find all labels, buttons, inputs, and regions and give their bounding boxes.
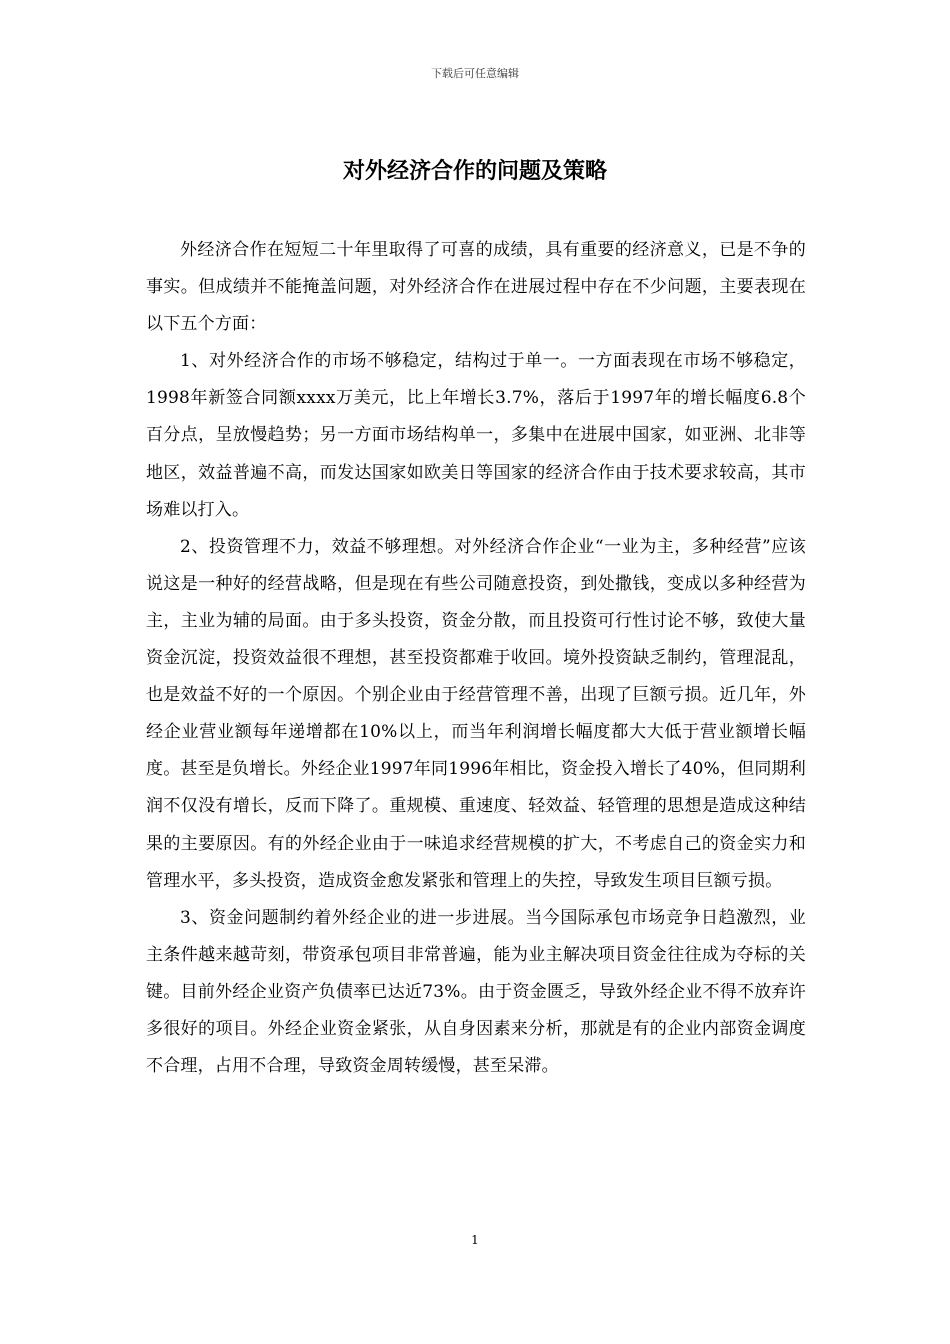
paragraph-1-market: 1、对外经济合作的市场不够稳定，结构过于单一。一方面表现在市场不够稳定，1998年新签合同额xxxx万美元，比上年增长3.7%，落后于1997年的增长幅度6.8个百分点，呈放慢趋势；另一方面市场结构单一，多集中在进展中国家，如亚洲、北非等地区，效益普遍不高，而发达国家如欧美日等国家的经济合作由于技术要求较高，其市场难以打入。 [146,351,806,520]
document-body [146,232,806,1085]
paragraph-2-investment: 2、投资管理不力，效益不够理想。对外经济合作企业“一业为主，多种经营”应该说这是一种好的经营战略，但是现在有些公司随意投资，到处撒钱，变成以多种经营为主，主业为辅的局面。由于多头投资，资金分散，而且投资可行性讨论不够，致使大量资金沉淀，投资效益很不理想，甚至投资都难于收回。境外投资缺乏制约，管理混乱，也是效益不好的一个原因。个别企业由于经营管理不善，出现了巨额亏损。近几年，外经企业营业额每年递增都在10%以上，而当年利润增长幅度都大大低于营业额增长幅度。甚至是负增长。外经企业1997年同1996年相比，资金投入增长了40%，但同期利润不仅没有增长，反而下降了。重规模、重速度、轻效益、轻管理的思想是造成这种结果的主要原因。有的外经企业由于一味追求经营规模的扩大，不考虑自己的资金实力和管理水平，多头投资，造成资金愈发紧张和管理上的失控，导致发生项目巨额亏损。 [146,536,806,891]
paragraph-intro: 外经济合作在短短二十年里取得了可喜的成绩，具有重要的经济意义，已是不争的事实。但成绩并不能掩盖问题，对外经济合作在进展过程中存在不少问题，主要表现在以下五个方面： [146,240,806,335]
page-number: 1 [471,1233,479,1247]
paragraph-3-funding: 3、资金问题制约着外经企业的进一步进展。当今国际承包市场竞争日趋激烈，业主条件越来越苛刻，带资承包项目非常普遍，能为业主解决项目资金往往成为夺标的关键。目前外经企业资产负债率已达近73%。由于资金匮乏，导致外经企业不得不放弃许多很好的项目。外经企业资金紧张，从自身因素来分析，那就是有的企业内部资金调度不合理，占用不合理，导致资金周转缓慢，甚至呆滞。 [146,907,806,1077]
document-title: 对外经济合作的问题及策略 [342,158,607,184]
header-note: 下载后可任意编辑 [431,67,519,80]
